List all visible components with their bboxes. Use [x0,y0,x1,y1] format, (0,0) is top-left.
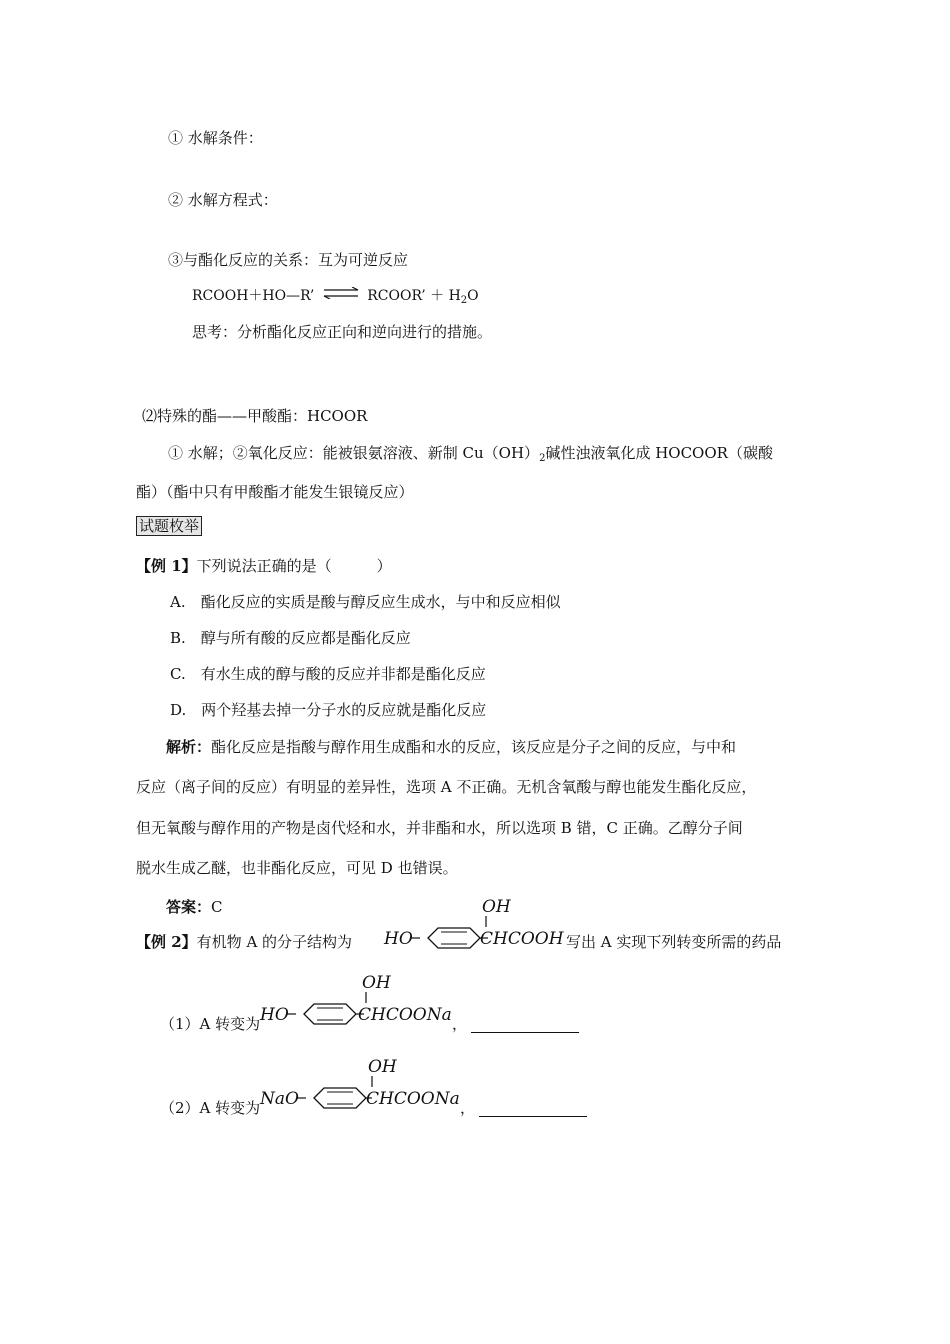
molecule-c-right: CHCOONa [366,1089,460,1109]
molecule-a-left: HO [384,929,413,949]
special-ester-line1 [168,443,773,469]
equation-reactants: RCOOH＋HO—R’ [192,288,315,304]
molecule-a-top: OH [482,897,511,917]
answer-label: 答案： [166,898,212,916]
molecule-b-top: OH [362,973,391,993]
example1-label: 【例 1】 [136,557,197,575]
option-d: D. 两个羟基去掉一分子水的反应就是酯化反应 [170,701,487,719]
example1-question-line [136,556,392,576]
molecule-c-top: OH [368,1057,397,1077]
special-line1-sub: 2 [539,453,546,464]
answer-line [166,897,223,917]
equation-end: O [467,288,479,304]
analysis-label: 解析： [166,738,212,756]
question-2-answer [460,1098,587,1118]
molecule-b-right: CHCOONa [358,1005,452,1025]
section-tag: 试题枚举 [136,516,202,536]
hydrolysis-condition: ① 水解条件： [168,129,263,147]
analysis-line-1 [166,737,736,757]
molecule-b [260,972,450,1028]
example1-question: 下列说法正确的是（ ） [196,557,392,575]
think-prompt: 思考：分析酯化反应正向和逆向进行的措施。 [192,323,493,341]
example2-intro-tail: 写出 A 实现下列转变所需的药品 [566,933,782,951]
question-1-answer [452,1014,579,1034]
answer-value: C [211,898,223,916]
molecule-c [260,1056,460,1112]
equation-subscript: 2 [460,295,468,306]
molecule-c-left: NaO [260,1089,299,1109]
esterification-relation: ③与酯化反应的关系：互为可逆反应 [168,251,409,269]
option-b: B. 醇与所有酸的反应都是酯化反应 [170,629,411,647]
esterification-equation [192,286,479,311]
question-1-comma: ， [452,1015,468,1033]
option-a: A. 酯化反应的实质是酸与醇反应生成水，与中和反应相似 [170,593,561,611]
answer-blank-1[interactable] [471,1016,579,1033]
special-line1-a: ① 水解；②氧化反应：能被银氨溶液、新制 Cu（OH） [168,444,540,462]
equilibrium-arrow-icon [323,287,359,299]
example2-intro [136,932,352,952]
analysis-text-1: 酯化反应是指酸与醇作用生成酯和水的反应，该反应是分子之间的反应，与中和 [211,738,737,756]
hydrolysis-equation: ② 水解方程式： [168,191,278,209]
molecule-a-right: CHCOOH [480,929,564,949]
answer-blank-2[interactable] [479,1100,587,1117]
molecule-b-left: HO [260,1005,289,1025]
special-line1-b: 碱性浊液氧化成 HOCOOR（碳酸 [545,444,773,462]
special-ester-title: ⑵特殊的酯——甲酸酯：HCOOR [142,407,368,425]
equation-products: RCOOR’ ＋ H [367,288,461,304]
analysis-line-4: 脱水生成乙醚，也非酯化反应，可见 D 也错误。 [136,859,458,877]
example2-label: 【例 2】 [136,933,197,951]
analysis-line-3: 但无氧酸与醇作用的产物是卤代烃和水，并非酯和水，所以选项 B 错，C 正确。乙醇分子间 [136,819,743,837]
question-2-comma: ， [460,1099,476,1117]
molecule-a [384,896,564,952]
question-1-label: （1）A 转变为 [160,1015,261,1033]
question-2-label: （2）A 转变为 [160,1099,261,1117]
special-ester-line2: 酯）（酯中只有甲酸酯才能发生银镜反应） [136,483,414,501]
example2-intro-text: 有机物 A 的分子结构为 [196,933,353,951]
option-c: C. 有水生成的醇与酸的反应并非都是酯化反应 [170,665,486,683]
analysis-line-2: 反应（离子间的反应）有明显的差异性，选项 A 不正确。无机含氧酸与醇也能发生酯化反应， [136,778,757,796]
